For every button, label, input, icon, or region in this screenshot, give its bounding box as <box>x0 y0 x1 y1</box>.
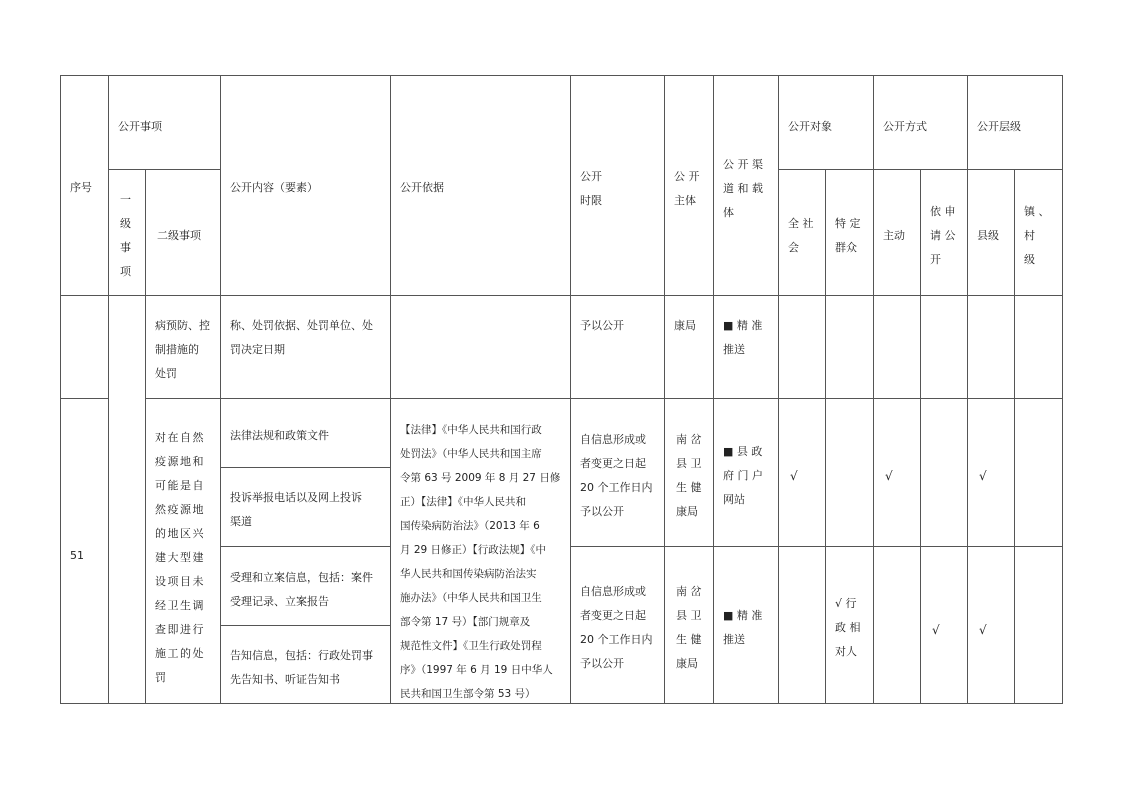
level1-span-cell <box>108 295 146 704</box>
row51-b-l-county-check: √ <box>979 623 987 637</box>
prev-subject: 康局 <box>674 319 696 332</box>
row51-b-m-apply-cell <box>920 546 968 704</box>
header-l-town: 镇 、 村 级 <box>1024 205 1050 266</box>
prev-m-active-cell <box>873 295 921 399</box>
row51-b-l-town-cell <box>1014 546 1063 704</box>
header-subject: 公 开 主体 <box>674 170 700 207</box>
row51-b-channel: ■ 精 准 推送 <box>723 609 763 646</box>
row51-b-l-county-cell <box>967 546 1015 704</box>
header-channel: 公 开 渠 道 和 载 体 <box>723 158 763 219</box>
row51-a-l-county-cell <box>967 398 1015 547</box>
row51-a-l-county-check: √ <box>979 469 987 483</box>
row51-content-2: 投诉举报电话以及网上投诉 渠道 <box>230 491 362 528</box>
prev-subject-cell <box>664 295 714 399</box>
header-l-county: 县级 <box>977 229 999 242</box>
row51-a-aud-all-cell <box>778 398 826 547</box>
row51-level2: 对在自然 疫源地和 可能是自 然疫源地 的地区兴 建大型建 设项目未 经卫生调 查即进行 施工的处 罚 <box>155 431 205 684</box>
row51-content-3: 受理和立案信息，包括：案件 受理记录、立案报告 <box>230 571 373 608</box>
row51-b-period: 自信息形成或 者变更之日起 20 个工作日内 予以公开 <box>580 585 653 670</box>
prev-period-cell <box>570 295 665 399</box>
row51-b-subject: 南 岔 县 卫 生 健 康局 <box>676 585 702 670</box>
prev-level2: 病预防、控 制措施的 处罚 <box>155 319 210 380</box>
header-content: 公开内容（要素） <box>230 181 318 194</box>
header-period: 公开 时限 <box>580 170 602 207</box>
header-level2: 二级事项 <box>157 229 201 242</box>
row51-seq: 51 <box>70 549 84 562</box>
row51-a-aud-all-check: √ <box>790 469 798 483</box>
row51-seq-cell <box>60 398 109 704</box>
header-m-apply: 依 申 请 公 开 <box>930 205 956 266</box>
row51-basis: 【法律】《中华人民共和国行政 处罚法》（中华人民共和国主席 令第 63 号 2009 年 8 月 27 日修 正）【法律】《中华人民共和 国传染病防治法》（2013 年 6 月 29 日修正）【行政法规】《中 华人民共和国传染病防治法实 施办法》（中华人民共和国卫生 部令第 17 号）【部门规章及 规范性文件】《卫生行政处罚程 序》（1997 年 6 月 19 日中华人 民共和国卫生部令第 53 号） <box>400 424 561 700</box>
header-method: 公开方式 <box>883 120 927 133</box>
row51-content-4: 告知信息，包括：行政处罚事 先告知书、听证告知书 <box>230 649 373 686</box>
prev-aud-specific-cell <box>825 295 874 399</box>
header-basis: 公开依据 <box>400 181 444 194</box>
prev-l-county-cell <box>967 295 1015 399</box>
prev-basis-cell <box>390 295 571 399</box>
row51-a-aud-specific-cell <box>825 398 874 547</box>
row51-a-channel: ■ 县 政 府 门 户 网站 <box>723 445 763 506</box>
prev-period: 予以公开 <box>580 319 624 332</box>
row51-b-aud-all-cell <box>778 546 826 704</box>
row51-a-subject: 南 岔 县 卫 生 健 康局 <box>676 433 702 518</box>
row51-b-m-active-cell <box>873 546 921 704</box>
prev-seq-cell <box>60 295 109 399</box>
row51-b-m-apply-check: √ <box>932 623 940 637</box>
header-level: 公开层级 <box>977 120 1021 133</box>
row51-a-m-active-check: √ <box>885 469 893 483</box>
row51-a-m-apply-cell <box>920 398 968 547</box>
prev-aud-all-cell <box>778 295 826 399</box>
prev-channel: ■ 精 准 推送 <box>723 319 763 356</box>
prev-m-apply-cell <box>920 295 968 399</box>
header-aud-all: 全 社 会 <box>788 217 814 254</box>
header-audience: 公开对象 <box>788 120 832 133</box>
header-public-item: 公开事项 <box>118 120 162 133</box>
header-m-active: 主动 <box>883 229 905 242</box>
header-level1: 一 级 事 项 <box>120 193 131 278</box>
row51-content-1: 法律法规和政策文件 <box>230 429 329 442</box>
row51-a-m-active-cell <box>873 398 921 547</box>
row51-a-period: 自信息形成或 者变更之日起 20 个工作日内 予以公开 <box>580 433 653 518</box>
prev-l-town-cell <box>1014 295 1063 399</box>
row51-a-l-town-cell <box>1014 398 1063 547</box>
header-seq: 序号 <box>70 181 92 194</box>
prev-content: 称、处罚依据、处罚单位、处 罚决定日期 <box>230 319 373 356</box>
header-aud-specific: 特 定 群众 <box>835 217 861 254</box>
row51-b-aud-specific: √ 行 政 相 对人 <box>835 597 861 658</box>
